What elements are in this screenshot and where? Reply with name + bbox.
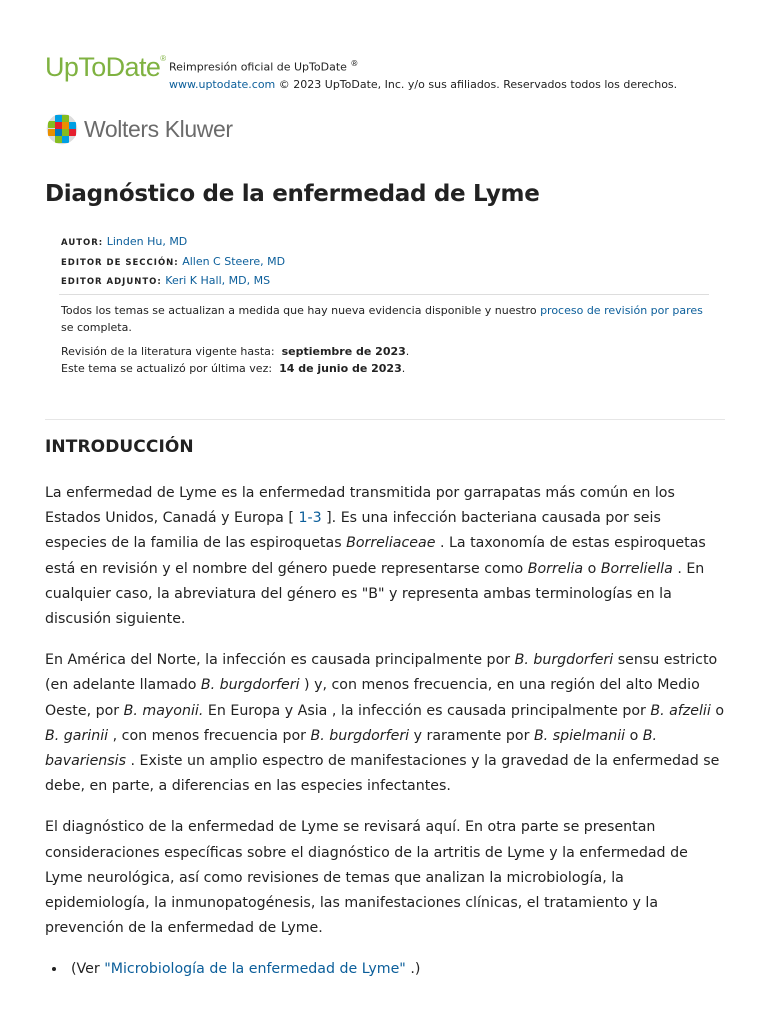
- introduction-body: [45, 481, 727, 983]
- registered-mark: ®: [160, 54, 166, 63]
- uptodate-logo[interactable]: [45, 52, 166, 83]
- update-notes: [61, 302, 711, 377]
- reprint-line: Reimpresión oficial de UpToDate ®: [169, 59, 359, 74]
- page-header: [45, 50, 745, 90]
- section-divider: [45, 419, 725, 420]
- page-title: Diagnóstico de la enfermedad de Lyme: [45, 181, 540, 207]
- author-row: EDITOR ADJUNTO: Keri K Hall, MD, MS: [61, 274, 271, 287]
- see-also-list: [45, 957, 727, 982]
- divider: [59, 294, 709, 295]
- paragraph: El diagnóstico de la enfermedad de Lyme se revisará aquí. En otra parte se presentan consideraciones específicas sobre el diagnóstico de la artritis de Lyme y la enfermedad de Lyme neurológica, así como revisiones de temas que analizan la microbiología, la epidemiología, la inmunopatogénesis, las manifestaciones clínicas, el tratamiento y la prevención de la enfermedad de Lyme.: [45, 819, 688, 937]
- microbiology-topic-link[interactable]: "Microbiología de la enfermedad de Lyme": [104, 961, 406, 978]
- uptodate-site-link[interactable]: www.uptodate.com: [169, 77, 276, 91]
- author-link[interactable]: Allen C Steere, MD: [182, 254, 286, 268]
- reprint-notice: [169, 55, 677, 93]
- wolters-kluwer-mosaic-icon: [45, 112, 79, 146]
- author-role: EDITOR ADJUNTO: [61, 277, 158, 287]
- author-role: AUTOR: [61, 238, 99, 248]
- uptodate-logo-text: UpToDate: [45, 52, 161, 82]
- reprint-registered-mark: ®: [350, 59, 359, 68]
- list-item: • (Ver "Microbiología de la enfermedad de Lyme" .): [67, 957, 727, 982]
- author-link[interactable]: Linden Hu, MD: [106, 235, 188, 248]
- update-note: Todos los temas se actualizan a medida que hay nueva evidencia disponible y nuestro proceso de revisión por pares se completa.: [61, 304, 703, 334]
- literature-review-date: Revisión de la literatura vigente hasta: septiembre de 2023.: [61, 345, 410, 358]
- paragraph: La enfermedad de Lyme es la enfermedad transmitida por garrapatas más común en los Estados Unidos, Canadá y Europa [ 1-3 ]. Es una infección bacteriana causada por seis especies de la familia de las espiroquetas Borreliaceae . La taxonomía de estas espiroquetas está en revisión y el nombre del género puede representarse como Borrelia o Borreliella . En cualquier caso, la abreviatura del género es "B" y representa ambas terminologías en la discusión siguiente.: [45, 485, 706, 628]
- author-list: [61, 233, 285, 292]
- section-heading-introduction: INTRODUCCIÓN: [45, 437, 194, 457]
- wolters-kluwer-logo: [45, 112, 305, 146]
- paragraph: En América del Norte, la infección es causada principalmente por B. burgdorferi sensu estricto (en adelante llamado B. burgdorferi ) y, con menos frecuencia, en una región del alto Medio Oeste, por B. mayonii. En Europa y Asia , la infección es causada principalmente por B. afzelii o B. garinii , con menos frecuencia por B. burgdorferi y raramente por B. spielmanii o B. bavariensis . Existe un amplio espectro de manifestaciones y la gravedad de la enfermedad se debe, en parte, a diferencias en las especies infectantes.: [45, 652, 725, 795]
- peer-review-link[interactable]: proceso de revisión por pares: [540, 304, 703, 317]
- wolters-kluwer-name: Wolters Kluwer: [84, 116, 233, 142]
- copyright-text: © 2023 UpToDate, Inc. y/o sus afiliados. Reservados todos los derechos.: [275, 77, 678, 91]
- copyright-line: [169, 76, 677, 93]
- author-row: EDITOR DE SECCIÓN: Allen C Steere, MD: [61, 254, 286, 268]
- author-role: EDITOR DE SECCIÓN: [61, 257, 175, 268]
- last-updated-date: Este tema se actualizó por última vez: 14 de junio de 2023.: [61, 362, 406, 375]
- reference-link[interactable]: 1-3: [298, 510, 322, 527]
- author-link[interactable]: Keri K Hall, MD, MS: [165, 274, 271, 287]
- author-row: AUTOR: Linden Hu, MD: [61, 235, 188, 248]
